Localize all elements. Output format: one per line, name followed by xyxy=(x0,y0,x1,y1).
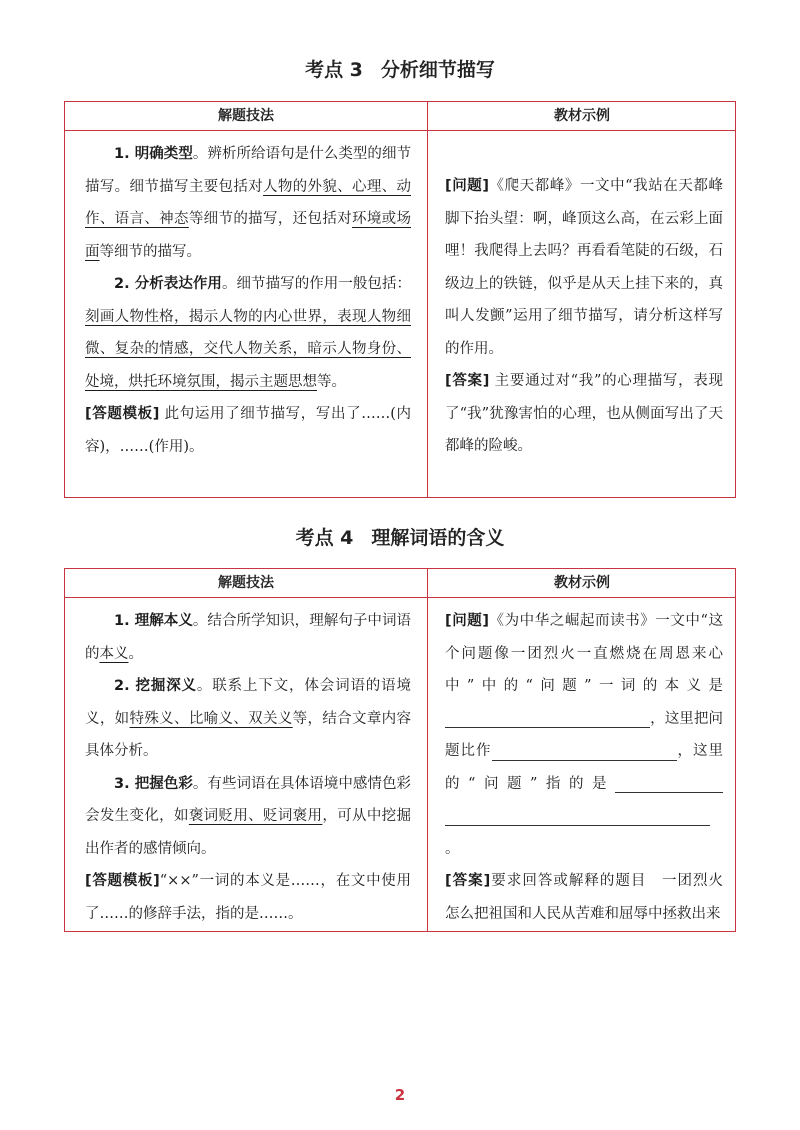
section-3-label: 考点 3 xyxy=(305,59,363,81)
section-3-answer: [答案] 主要通过对“我”的心理描写，表现了“我”犹豫害怕的心理，也从侧面写出了天都峰的险峻。 xyxy=(445,373,723,454)
section-3-table xyxy=(64,101,736,498)
section-3-methods xyxy=(85,138,411,463)
section-3-col-examples: 教材示例 xyxy=(554,108,610,124)
section-4-col-examples: 教材示例 xyxy=(554,575,610,591)
section-4-examples xyxy=(445,605,738,930)
section-4-template: [答题模板]“××”一词的本义是……，在文中使用了……的修辞手法，指的是……。 xyxy=(85,873,411,922)
section-3-title xyxy=(0,55,800,82)
section-3-method-1: 1. 明确类型。辨析所给语句是什么类型的细节描写。细节描写主要包括对人物的外貌、心理、动作、语言、神态等细节的描写，还包括对环境或场面等细节的描写。 xyxy=(85,146,412,260)
section-3-heading: 分析细节描写 xyxy=(380,59,495,81)
section-3-question: [问题]《爬天都峰》一文中“我站在天都峰脚下抬头望：啊，峰顶这么高，在云彩上面哩！我爬得上去吗？再看看笔陡的石级，石级边上的铁链，似乎是从天上挂下来的，真叫人发颤”运用了细节描写，请分析这样写的作用。 xyxy=(445,178,723,357)
answer-blank-3a[interactable] xyxy=(615,774,723,793)
section-3-method-2: 2. 分析表达作用。细节描写的作用一般包括：刻画人物性格，揭示人物的内心世界，表现人物细微、复杂的情感，交代人物关系，暗示人物身份、处境，烘托环境氛围，揭示主题思想等。 xyxy=(85,276,412,390)
answer-blank-1[interactable] xyxy=(445,709,650,728)
section-4-question: [问题]《为中华之崛起而读书》一文中“这个问题像一团烈火一直燃烧在周恩来心中”中的“问题”一词的本义是，这里把问题比作 ，这里的“问题”指的是。 xyxy=(445,613,723,857)
section-4-table xyxy=(64,568,736,932)
page-number: 2 xyxy=(394,1086,406,1104)
section-3-template: [答题模板] 此句运用了细节描写，写出了……(内容)，……(作用)。 xyxy=(85,406,411,455)
section-4-method-2: 2. 挖掘深义。联系上下文，体会词语的语境义，如特殊义、比喻义、双关义等，结合文章内容具体分析。 xyxy=(85,678,412,759)
section-4-method-1: 1. 理解本义。结合所学知识，理解句子中词语的本义。 xyxy=(85,613,411,662)
section-4-label: 考点 4 xyxy=(295,527,354,549)
section-4-method-3: 3. 把握色彩。有些词语在具体语境中感情色彩会发生变化，如褒词贬用、贬词褒用，可从中挖掘出作者的感情倾向。 xyxy=(85,775,412,857)
section-4-methods xyxy=(85,605,411,930)
answer-blank-3b[interactable] xyxy=(445,807,710,826)
section-4-answer: [答案]要求回答或解释的题目 一团烈火 怎么把祖国和人民从苦难和屈辱中拯救出来 xyxy=(445,873,738,922)
section-4-col-methods: 解题技法 xyxy=(218,575,274,591)
answer-blank-2[interactable] xyxy=(492,742,677,761)
section-3-examples xyxy=(445,170,723,463)
section-4-heading: 理解词语的含义 xyxy=(371,527,505,549)
section-3-col-methods: 解题技法 xyxy=(218,108,274,124)
section-4-title xyxy=(0,523,800,550)
